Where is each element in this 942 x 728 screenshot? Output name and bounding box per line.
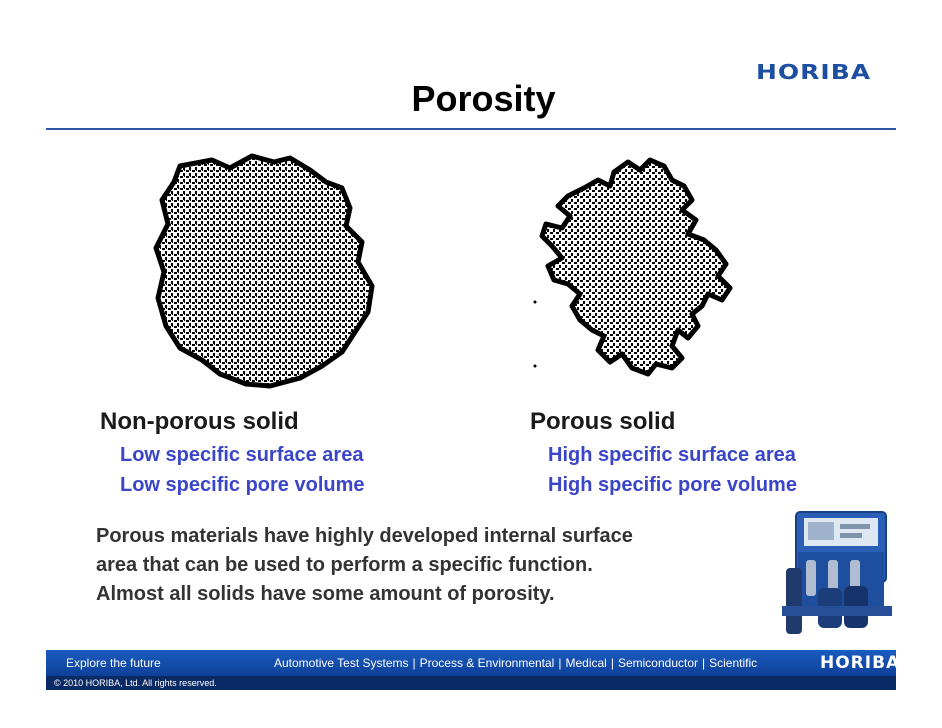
division-link[interactable]: Semiconductor bbox=[617, 656, 699, 670]
footer-bar bbox=[46, 650, 901, 676]
analyzer-instrument-image bbox=[778, 508, 898, 638]
non-porous-property: Low specific pore volume bbox=[120, 474, 365, 496]
non-porous-solid-image bbox=[150, 152, 385, 392]
title-divider bbox=[46, 128, 896, 130]
division-link[interactable]: Scientific bbox=[709, 656, 758, 670]
description-line: Almost all solids have some amount of porosity. bbox=[96, 583, 555, 605]
description-line: area that can be used to perform a specific function. bbox=[96, 554, 593, 576]
non-porous-label: Non-porous solid bbox=[100, 408, 299, 435]
porous-property: High specific surface area bbox=[548, 444, 796, 466]
horiba-logo: HORIBA bbox=[756, 60, 872, 84]
non-porous-property: Low specific surface area bbox=[120, 444, 364, 466]
slide-title: Porosity bbox=[411, 78, 556, 119]
porous-label: Porous solid bbox=[530, 408, 676, 435]
footer-horiba-logo: HORIBA bbox=[820, 653, 901, 673]
porous-property: High specific pore volume bbox=[548, 474, 797, 496]
copyright-text: © 2010 HORIBA, Ltd. All rights reserved. bbox=[54, 678, 217, 688]
porous-solid-image bbox=[532, 154, 738, 380]
division-link[interactable]: Process & Environmental bbox=[419, 656, 555, 670]
footer-tagline: Explore the future bbox=[66, 656, 161, 670]
footer-divisions: Automotive Test Systems | Process & Environmental | Medical | Semiconductor | Scientific bbox=[274, 656, 758, 670]
division-link[interactable]: Medical bbox=[565, 656, 607, 670]
description-line: Porous materials have highly developed internal surface bbox=[96, 525, 633, 547]
division-link[interactable]: Automotive Test Systems bbox=[274, 656, 409, 670]
